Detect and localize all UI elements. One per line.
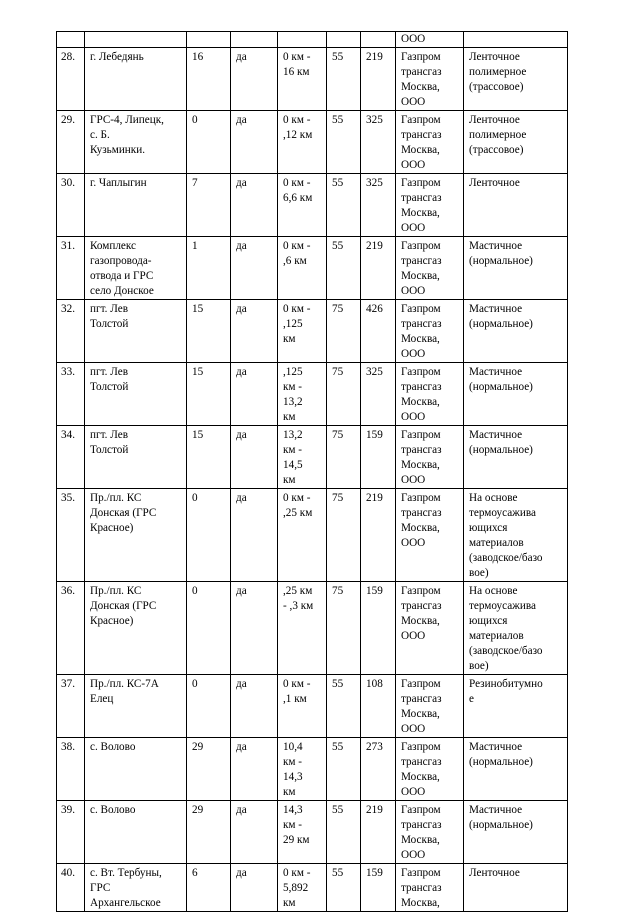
row-number-cell: 37. — [57, 675, 85, 738]
length-cell: 0 — [187, 111, 231, 174]
length-cell: 6 — [187, 864, 231, 912]
length-cell: 0 — [187, 489, 231, 582]
km-range-cell — [278, 32, 327, 48]
row-number-cell: 40. — [57, 864, 85, 912]
operator-cell: Газпром трансгаз Москва, ООО — [396, 738, 464, 801]
location-cell: с. Волово — [85, 801, 187, 864]
flag-cell: да — [231, 675, 278, 738]
location-cell — [85, 32, 187, 48]
row-number-cell: 38. — [57, 738, 85, 801]
row-number-cell: 31. — [57, 237, 85, 300]
row-number-cell — [57, 32, 85, 48]
insulation-cell: Ленточное полимерное (трассовое) — [464, 111, 568, 174]
pressure-cell: 55 — [327, 864, 361, 912]
row-number-cell: 28. — [57, 48, 85, 111]
insulation-cell: На основе термоусажива ющихся материалов (заводское/базо вое) — [464, 582, 568, 675]
length-cell: 29 — [187, 801, 231, 864]
km-range-cell: 0 км - 6,6 км — [278, 174, 327, 237]
table-row — [57, 801, 568, 864]
insulation-cell: Ленточное — [464, 174, 568, 237]
km-range-cell: 0 км - ,12 км — [278, 111, 327, 174]
diameter-cell: 325 — [361, 111, 396, 174]
operator-cell: Газпром трансгаз Москва, ООО — [396, 237, 464, 300]
pressure-cell: 75 — [327, 489, 361, 582]
pressure-cell: 55 — [327, 111, 361, 174]
flag-cell: да — [231, 738, 278, 801]
pressure-cell: 55 — [327, 48, 361, 111]
diameter-cell: 219 — [361, 489, 396, 582]
table-row — [57, 32, 568, 48]
diameter-cell — [361, 32, 396, 48]
km-range-cell: 10,4 км - 14,3 км — [278, 738, 327, 801]
table-row — [57, 111, 568, 174]
operator-cell: Газпром трансгаз Москва, ООО — [396, 48, 464, 111]
table-row — [57, 489, 568, 582]
pressure-cell: 55 — [327, 237, 361, 300]
flag-cell: да — [231, 489, 278, 582]
km-range-cell: 14,3 км - 29 км — [278, 801, 327, 864]
diameter-cell: 426 — [361, 300, 396, 363]
operator-cell: Газпром трансгаз Москва, — [396, 864, 464, 912]
table-row — [57, 738, 568, 801]
operator-cell: ООО — [396, 32, 464, 48]
operator-cell: Газпром трансгаз Москва, ООО — [396, 363, 464, 426]
insulation-cell: Ленточное полимерное (трассовое) — [464, 48, 568, 111]
location-cell: с. Вт. Тербуны, ГРС Архангельское — [85, 864, 187, 912]
pressure-cell: 55 — [327, 738, 361, 801]
location-cell: Пр./пл. КС-7А Елец — [85, 675, 187, 738]
operator-cell: Газпром трансгаз Москва, ООО — [396, 801, 464, 864]
flag-cell: да — [231, 864, 278, 912]
table-body — [57, 32, 568, 912]
location-cell: пгт. Лев Толстой — [85, 300, 187, 363]
diameter-cell: 159 — [361, 582, 396, 675]
table-row — [57, 864, 568, 912]
flag-cell: да — [231, 237, 278, 300]
pressure-cell: 75 — [327, 300, 361, 363]
location-cell: Комплекс газопровода- отвода и ГРС село Донское — [85, 237, 187, 300]
pressure-cell: 55 — [327, 801, 361, 864]
length-cell: 7 — [187, 174, 231, 237]
km-range-cell: 13,2 км - 14,5 км — [278, 426, 327, 489]
location-cell: пгт. Лев Толстой — [85, 363, 187, 426]
operator-cell: Газпром трансгаз Москва, ООО — [396, 174, 464, 237]
length-cell: 0 — [187, 582, 231, 675]
insulation-cell: Ленточное — [464, 864, 568, 912]
insulation-cell: Мастичное (нормальное) — [464, 300, 568, 363]
operator-cell: Газпром трансгаз Москва, ООО — [396, 675, 464, 738]
km-range-cell: 0 км - 5,892 км — [278, 864, 327, 912]
diameter-cell: 325 — [361, 363, 396, 426]
diameter-cell: 219 — [361, 48, 396, 111]
diameter-cell: 159 — [361, 426, 396, 489]
operator-cell: Газпром трансгаз Москва, ООО — [396, 300, 464, 363]
diameter-cell: 325 — [361, 174, 396, 237]
diameter-cell: 219 — [361, 801, 396, 864]
length-cell: 15 — [187, 300, 231, 363]
operator-cell: Газпром трансгаз Москва, ООО — [396, 582, 464, 675]
row-number-cell: 29. — [57, 111, 85, 174]
table-row — [57, 426, 568, 489]
row-number-cell: 36. — [57, 582, 85, 675]
km-range-cell: ,125 км - 13,2 км — [278, 363, 327, 426]
length-cell: 0 — [187, 675, 231, 738]
insulation-cell: Мастичное (нормальное) — [464, 237, 568, 300]
operator-cell: Газпром трансгаз Москва, ООО — [396, 489, 464, 582]
flag-cell: да — [231, 300, 278, 363]
flag-cell: да — [231, 426, 278, 489]
insulation-cell — [464, 32, 568, 48]
km-range-cell: 0 км - ,25 км — [278, 489, 327, 582]
diameter-cell: 273 — [361, 738, 396, 801]
row-number-cell: 33. — [57, 363, 85, 426]
flag-cell: да — [231, 801, 278, 864]
diameter-cell: 108 — [361, 675, 396, 738]
table-row — [57, 300, 568, 363]
row-number-cell: 35. — [57, 489, 85, 582]
flag-cell: да — [231, 48, 278, 111]
pressure-cell: 55 — [327, 174, 361, 237]
length-cell: 29 — [187, 738, 231, 801]
pressure-cell — [327, 32, 361, 48]
location-cell: ГРС-4, Липецк, с. Б. Кузьминки. — [85, 111, 187, 174]
diameter-cell: 159 — [361, 864, 396, 912]
table-row — [57, 48, 568, 111]
operator-cell: Газпром трансгаз Москва, ООО — [396, 111, 464, 174]
length-cell: 1 — [187, 237, 231, 300]
km-range-cell: 0 км - ,125 км — [278, 300, 327, 363]
flag-cell: да — [231, 363, 278, 426]
flag-cell: да — [231, 111, 278, 174]
insulation-cell: На основе термоусажива ющихся материалов (заводское/базо вое) — [464, 489, 568, 582]
length-cell — [187, 32, 231, 48]
location-cell: пгт. Лев Толстой — [85, 426, 187, 489]
operator-cell: Газпром трансгаз Москва, ООО — [396, 426, 464, 489]
insulation-cell: Мастичное (нормальное) — [464, 738, 568, 801]
location-cell: г. Чаплыгин — [85, 174, 187, 237]
insulation-cell: Мастичное (нормальное) — [464, 801, 568, 864]
length-cell: 15 — [187, 363, 231, 426]
insulation-cell: Резинобитумно е — [464, 675, 568, 738]
diameter-cell: 219 — [361, 237, 396, 300]
row-number-cell: 34. — [57, 426, 85, 489]
insulation-cell: Мастичное (нормальное) — [464, 426, 568, 489]
row-number-cell: 32. — [57, 300, 85, 363]
location-cell: с. Волово — [85, 738, 187, 801]
flag-cell: да — [231, 174, 278, 237]
flag-cell: да — [231, 582, 278, 675]
pressure-cell: 75 — [327, 582, 361, 675]
flag-cell — [231, 32, 278, 48]
location-cell: г. Лебедянь — [85, 48, 187, 111]
length-cell: 15 — [187, 426, 231, 489]
location-cell: Пр./пл. КС Донская (ГРС Красное) — [85, 489, 187, 582]
row-number-cell: 30. — [57, 174, 85, 237]
length-cell: 16 — [187, 48, 231, 111]
table-row — [57, 675, 568, 738]
table-row — [57, 237, 568, 300]
pressure-cell: 55 — [327, 675, 361, 738]
pressure-cell: 75 — [327, 426, 361, 489]
km-range-cell: ,25 км - ,3 км — [278, 582, 327, 675]
pipeline-table — [56, 31, 568, 912]
km-range-cell: 0 км - ,1 км — [278, 675, 327, 738]
table-row — [57, 363, 568, 426]
table-row — [57, 174, 568, 237]
table-row — [57, 582, 568, 675]
location-cell: Пр./пл. КС Донская (ГРС Красное) — [85, 582, 187, 675]
km-range-cell: 0 км - 16 км — [278, 48, 327, 111]
pressure-cell: 75 — [327, 363, 361, 426]
insulation-cell: Мастичное (нормальное) — [464, 363, 568, 426]
km-range-cell: 0 км - ,6 км — [278, 237, 327, 300]
row-number-cell: 39. — [57, 801, 85, 864]
